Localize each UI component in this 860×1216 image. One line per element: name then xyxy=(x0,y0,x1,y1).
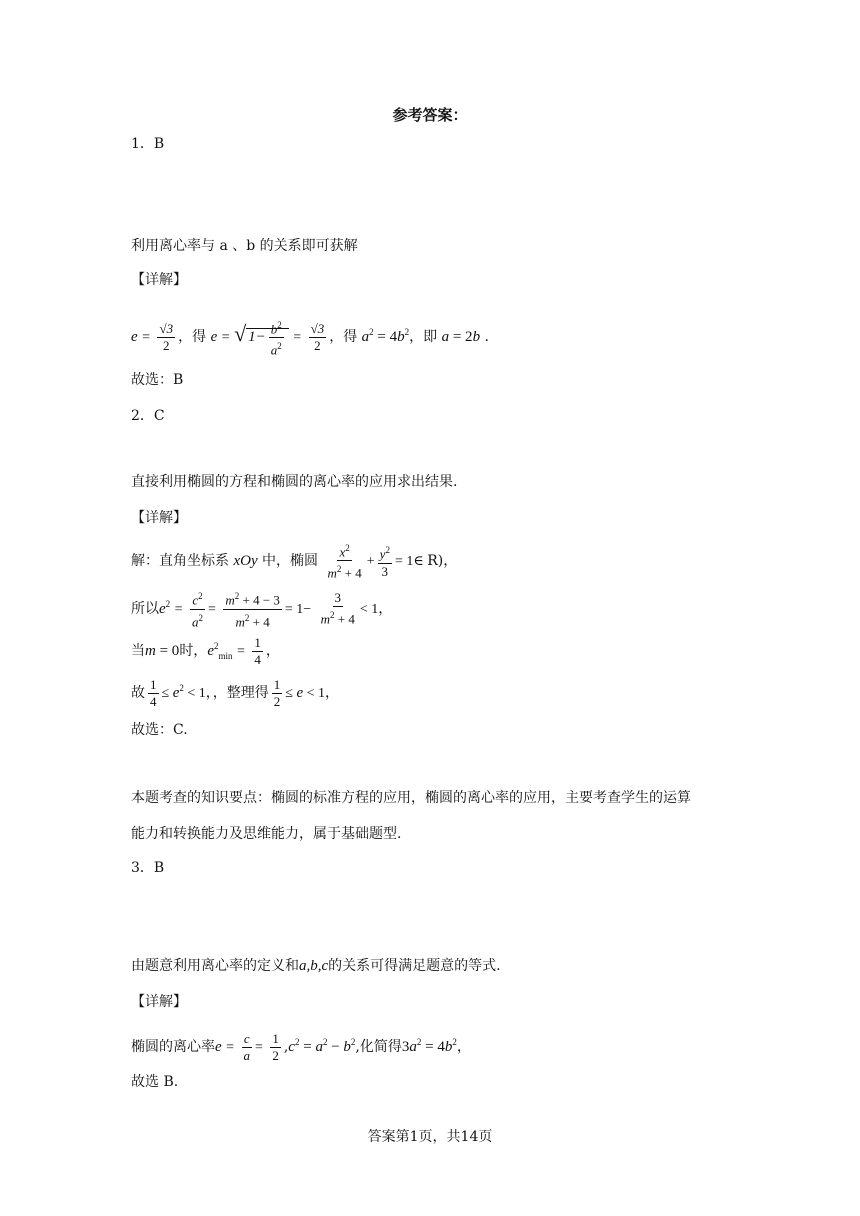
q2-line4: 故 $\frac{1}{4}$ ≤ $e^2 < 1$，，整理得 $\frac{1}{2}$ ≤ e < 1， xyxy=(131,676,340,709)
q2-answer: 故选：C. xyxy=(131,722,188,738)
q3-number: 3．B xyxy=(131,860,165,876)
q2-line3: 当m = 0时，$e^2_{min}$ = $\frac{1}{4}$ ， xyxy=(131,634,280,667)
page-title: 参考答案： xyxy=(392,106,468,124)
q3-analysis: 由题意利用离心率的定义和a,b,c的关系可得满足题意的等式. xyxy=(131,958,501,974)
page-footer: 答案第1页，共14页 xyxy=(367,1129,493,1145)
q1-eq-text2: ，得 xyxy=(329,329,362,345)
q1-eq-text3: ，即 xyxy=(409,329,442,345)
q2-line1: 解：直角坐标系 xOy 中，椭圆 $\frac{x^2}{m^2 + 4}$ + $\frac{y^2}{3}$ = 1∈ R)， xyxy=(131,540,457,582)
q2-comment-line2: 能力和转换能力及思维能力，属于基础题型. xyxy=(131,826,402,842)
q2-comment-line1: 本题考查的知识要点：椭圆的标准方程的应用，椭圆的离心率的应用，主要考查学生的运算 xyxy=(131,790,691,806)
q1-answer: 故选：B xyxy=(131,372,184,388)
q3-detail-label: 【详解】 xyxy=(131,994,187,1010)
q1-eq-text1: ，得 xyxy=(178,329,211,345)
q2-line2: 所以$e^2$ = $\frac{c^2}{a^2}$ = $\frac{m^2 + 4 - 3}{m^2 + 4}$ = 1− $\frac{3}{m^2 + 4}$ < 1， xyxy=(131,584,392,630)
q1-number: 1．B xyxy=(131,136,165,152)
q3-answer: 故选 B. xyxy=(131,1074,179,1090)
q1-equation: e = $\frac{√3}{2}$ ，得 e = √ 1− $\frac{b^2}{a^2}$ = $\frac{√3}{2}$ ，得 $a^2 = 4b^2$，即 a = 2b . xyxy=(131,310,489,360)
q2-detail-label: 【详解】 xyxy=(131,510,187,526)
q1-detail-label: 【详解】 xyxy=(131,272,187,288)
sqrt-expression: √ 1− $\frac{b^2}{a^2}$ xyxy=(234,312,289,359)
q1-analysis: 利用离心率与 a 、b 的关系即可获解 xyxy=(131,238,358,254)
q2-analysis: 直接利用椭圆的方程和椭圆的离心率的应用求出结果. xyxy=(131,474,458,490)
q2-number: 2．C xyxy=(131,408,165,424)
q3-line1: 椭圆的离心率e = $\frac{c}{a}$ = $\frac{1}{2}$ $,c^2 = a^2 - b^2$,化简得$3a^2 = 4b^2$， xyxy=(131,1030,471,1063)
